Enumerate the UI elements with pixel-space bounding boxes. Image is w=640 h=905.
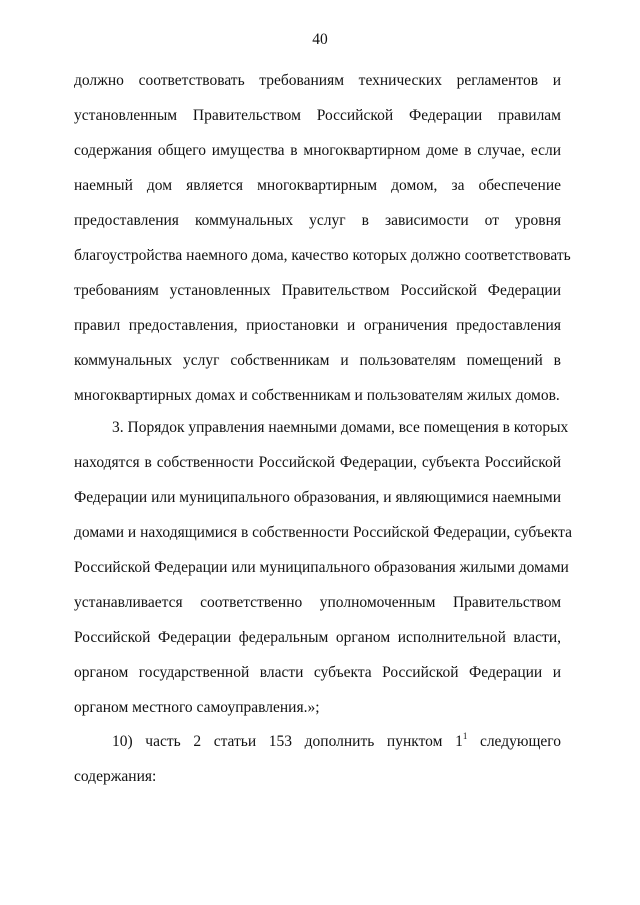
text-line: домами и находящимися в собственности Российской Федерации, субъекта — [74, 524, 572, 541]
superscript: 1 — [462, 731, 468, 741]
text-line: содержания: — [74, 768, 157, 785]
text-line: благоустройства наемного дома, качество которых должно соответствовать — [74, 247, 571, 264]
text-line: многоквартирных домах и собственникам и пользователям жилых домов. — [74, 387, 560, 404]
text-line: Российской Федерации федеральным органом исполнительной власти, — [74, 629, 561, 646]
text-line: Российской Федерации или муниципального образования жилыми домами — [74, 559, 569, 576]
text-line: находятся в собственности Российской Федерации, субъекта Российской — [74, 454, 561, 471]
text-line — [74, 732, 561, 767]
line-text-tail: следующего — [467, 733, 561, 750]
text-line: содержания общего имущества в многоквартирном доме в случае, если — [74, 142, 561, 159]
text-line: должно соответствовать требованиям технических регламентов и — [74, 72, 561, 89]
text-line: требованиям установленных Правительством Российской Федерации — [74, 282, 561, 299]
paragraph-2 — [74, 418, 572, 733]
page-number: 40 — [312, 31, 328, 48]
paragraph-1 — [74, 71, 571, 421]
line-text: 10) часть 2 статьи 153 дополнить пунктом 1 — [112, 733, 463, 750]
text-line: органом государственной власти субъекта Российской Федерации и — [74, 664, 561, 681]
text-line: наемный дом является многоквартирным домом, за обеспечение — [74, 177, 561, 194]
text-line: правил предоставления, приостановки и ограничения предоставления — [74, 317, 561, 334]
text-line: органом местного самоуправления.»; — [74, 699, 320, 716]
paragraph-3 — [74, 732, 561, 802]
text-line: Федерации или муниципального образования, и являющимися наемными — [74, 489, 562, 506]
text-line: 3. Порядок управления наемными домами, все помещения в которых — [112, 419, 569, 436]
text-line: коммунальных услуг собственникам и пользователям помещений в — [74, 352, 561, 369]
text-line: предоставления коммунальных услуг в зависимости от уровня — [74, 212, 561, 229]
text-line: устанавливается соответственно уполномоченным Правительством — [74, 594, 561, 611]
text-line: установленным Правительством Российской Федерации правилам — [74, 107, 561, 124]
